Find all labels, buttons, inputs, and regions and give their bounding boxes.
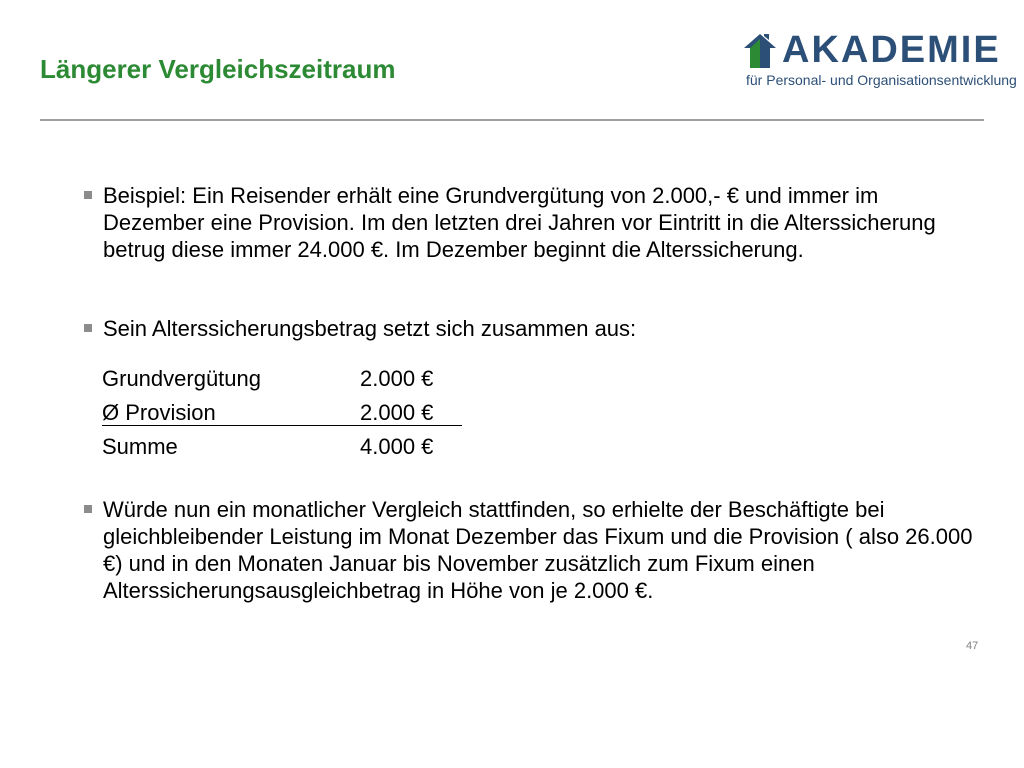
sum-underline xyxy=(102,425,462,426)
calc-label: Summe xyxy=(102,434,178,459)
calc-row-base-pay xyxy=(102,366,482,400)
bullet-text: Sein Alterssicherungsbetrag setzt sich zusammen aus: xyxy=(103,316,637,341)
house-icon xyxy=(744,32,776,68)
bullet-text: Würde nun ein monatlicher Vergleich stattfinden, so erhielte der Beschäftigte bei gleichbleibender Leistung im Monat Dezember das Fixum und die Provision ( also 26.000 €) und in den Monaten Januar bis November zusätzlich zum Fixum einen Alterssicherungsausgleichbetrag in Höhe von je 2.000 €. xyxy=(103,497,973,603)
calc-row-total xyxy=(102,434,482,468)
calc-label: Ø Provision xyxy=(102,400,216,425)
bullet-marker-icon xyxy=(84,505,92,513)
logo-tagline: für Personal- und Organisationsentwicklung xyxy=(746,72,1017,88)
slide-title: Längerer Vergleichszeitraum xyxy=(40,54,396,84)
page-number: 47 xyxy=(966,640,979,652)
calc-amount: 2.000 € xyxy=(360,366,434,391)
calc-row-commission xyxy=(102,400,482,434)
calc-label: Grundvergütung xyxy=(102,366,261,391)
logo-wordmark: AKADEMIE xyxy=(782,29,1001,71)
bullet-composition xyxy=(84,315,984,342)
calc-amount: 4.000 € xyxy=(360,434,434,459)
calculation-table xyxy=(102,366,482,468)
calc-amount: 2.000 € xyxy=(360,400,434,425)
header-divider xyxy=(40,119,984,121)
bullet-marker-icon xyxy=(84,324,92,332)
bullet-monthly-comparison xyxy=(84,496,984,604)
bullet-example xyxy=(84,182,984,263)
bullet-text: Beispiel: Ein Reisender erhält eine Grundvergütung von 2.000,- € und immer im Dezember eine Provision. Im den letzten drei Jahren vor Eintritt in die Alterssicherung betrug diese immer 24.000 €. Im Dezember beginnt die Alterssicherung. xyxy=(103,183,936,262)
akademie-logo xyxy=(744,28,1017,90)
bullet-marker-icon xyxy=(84,191,92,199)
